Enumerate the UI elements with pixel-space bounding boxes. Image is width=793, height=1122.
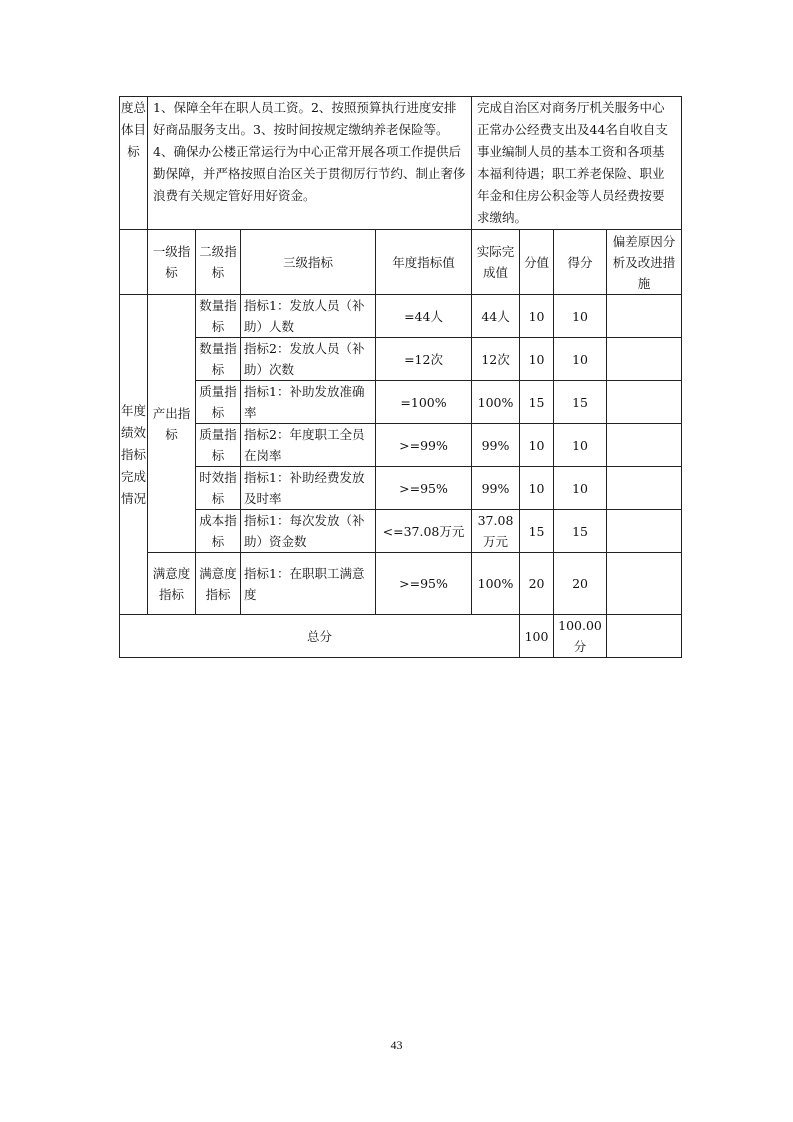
total-row (120, 615, 682, 658)
target-cell: =44人 (376, 295, 472, 338)
planned-goal: 1、保障全年在职人员工资。2、按照预算执行进度安排好商品服务支出。3、按时间按规定缴纳养老保险等。4、确保办公楼正常运行为中心正常开展各项工作提供后勤保障，并严格按照自治区关于贯彻厉行节约、制止奢侈浪费有关规定管好用好资金。 (148, 97, 472, 230)
level2-cell: 时效指标 (196, 467, 241, 510)
weight-cell: 10 (520, 338, 554, 381)
indicator-cell: 指标2：年度职工全员在岗率 (241, 424, 376, 467)
target-cell: =100% (376, 381, 472, 424)
header-deviation: 偏差原因分析及改进措施 (607, 230, 682, 295)
header-level3: 三级指标 (241, 230, 376, 295)
total-score: 100.00分 (554, 615, 607, 658)
table-row (120, 467, 682, 510)
goal-row (120, 97, 682, 230)
weight-cell: 15 (520, 381, 554, 424)
weight-cell: 10 (520, 295, 554, 338)
level2-cell: 质量指标 (196, 424, 241, 467)
weight-cell: 10 (520, 467, 554, 510)
score-cell: 10 (554, 424, 607, 467)
target-cell: >=99% (376, 424, 472, 467)
actual-cell: 99% (472, 424, 520, 467)
header-level2: 二级指标 (196, 230, 241, 295)
note-cell (607, 467, 682, 510)
note-cell (607, 424, 682, 467)
header-score: 得分 (554, 230, 607, 295)
target-cell: >=95% (376, 467, 472, 510)
table-row (120, 553, 682, 615)
target-cell: =12次 (376, 338, 472, 381)
actual-cell: 99% (472, 467, 520, 510)
header-weight: 分值 (520, 230, 554, 295)
level2-cell: 满意度指标 (196, 553, 241, 615)
table-row (120, 381, 682, 424)
actual-cell: 100% (472, 381, 520, 424)
actual-cell: 44人 (472, 295, 520, 338)
note-cell (607, 553, 682, 615)
actual-cell: 12次 (472, 338, 520, 381)
indicator-cell: 指标1：发放人员（补助）人数 (241, 295, 376, 338)
table-row (120, 338, 682, 381)
goal-label: 度总体目标 (120, 97, 148, 230)
total-note (607, 615, 682, 658)
indicator-cell: 指标1：补助经费发放及时率 (241, 467, 376, 510)
indicator-cell: 指标1：每次发放（补助）资金数 (241, 510, 376, 553)
score-cell: 20 (554, 553, 607, 615)
note-cell (607, 295, 682, 338)
performance-table (119, 96, 682, 658)
header-target: 年度指标值 (376, 230, 472, 295)
actual-cell: 100% (472, 553, 520, 615)
note-cell (607, 510, 682, 553)
level2-cell: 质量指标 (196, 381, 241, 424)
target-cell: <=37.08万元 (376, 510, 472, 553)
weight-cell: 20 (520, 553, 554, 615)
total-weight: 100 (520, 615, 554, 658)
actual-completion: 完成自治区对商务厅机关服务中心正常办公经费支出及44名自收自支事业编制人员的基本工资和各项基本福利待遇；职工养老保险、职业年金和住房公积金等人员经费按要求缴纳。 (472, 97, 682, 230)
indicator-cell: 指标1：补助发放准确率 (241, 381, 376, 424)
group-output: 产出指标 (148, 295, 196, 553)
section-label: 年度绩效指标完成情况 (120, 295, 148, 615)
score-cell: 15 (554, 510, 607, 553)
group-satisfaction: 满意度指标 (148, 553, 196, 615)
level2-cell: 数量指标 (196, 295, 241, 338)
header-level1: 一级指标 (148, 230, 196, 295)
level2-cell: 数量指标 (196, 338, 241, 381)
weight-cell: 10 (520, 424, 554, 467)
score-cell: 10 (554, 467, 607, 510)
note-cell (607, 338, 682, 381)
header-row (120, 230, 682, 295)
weight-cell: 15 (520, 510, 554, 553)
table-row (120, 295, 682, 338)
score-cell: 10 (554, 295, 607, 338)
actual-cell: 37.08万元 (472, 510, 520, 553)
table-row (120, 510, 682, 553)
table-row (120, 424, 682, 467)
total-label: 总分 (120, 615, 520, 658)
score-cell: 15 (554, 381, 607, 424)
indicator-cell: 指标1：在职职工满意度 (241, 553, 376, 615)
target-cell: >=95% (376, 553, 472, 615)
header-blank (120, 230, 148, 295)
score-cell: 10 (554, 338, 607, 381)
page-number: 43 (390, 1038, 403, 1052)
indicator-cell: 指标2：发放人员（补助）次数 (241, 338, 376, 381)
level2-cell: 成本指标 (196, 510, 241, 553)
header-actual: 实际完成值 (472, 230, 520, 295)
note-cell (607, 381, 682, 424)
